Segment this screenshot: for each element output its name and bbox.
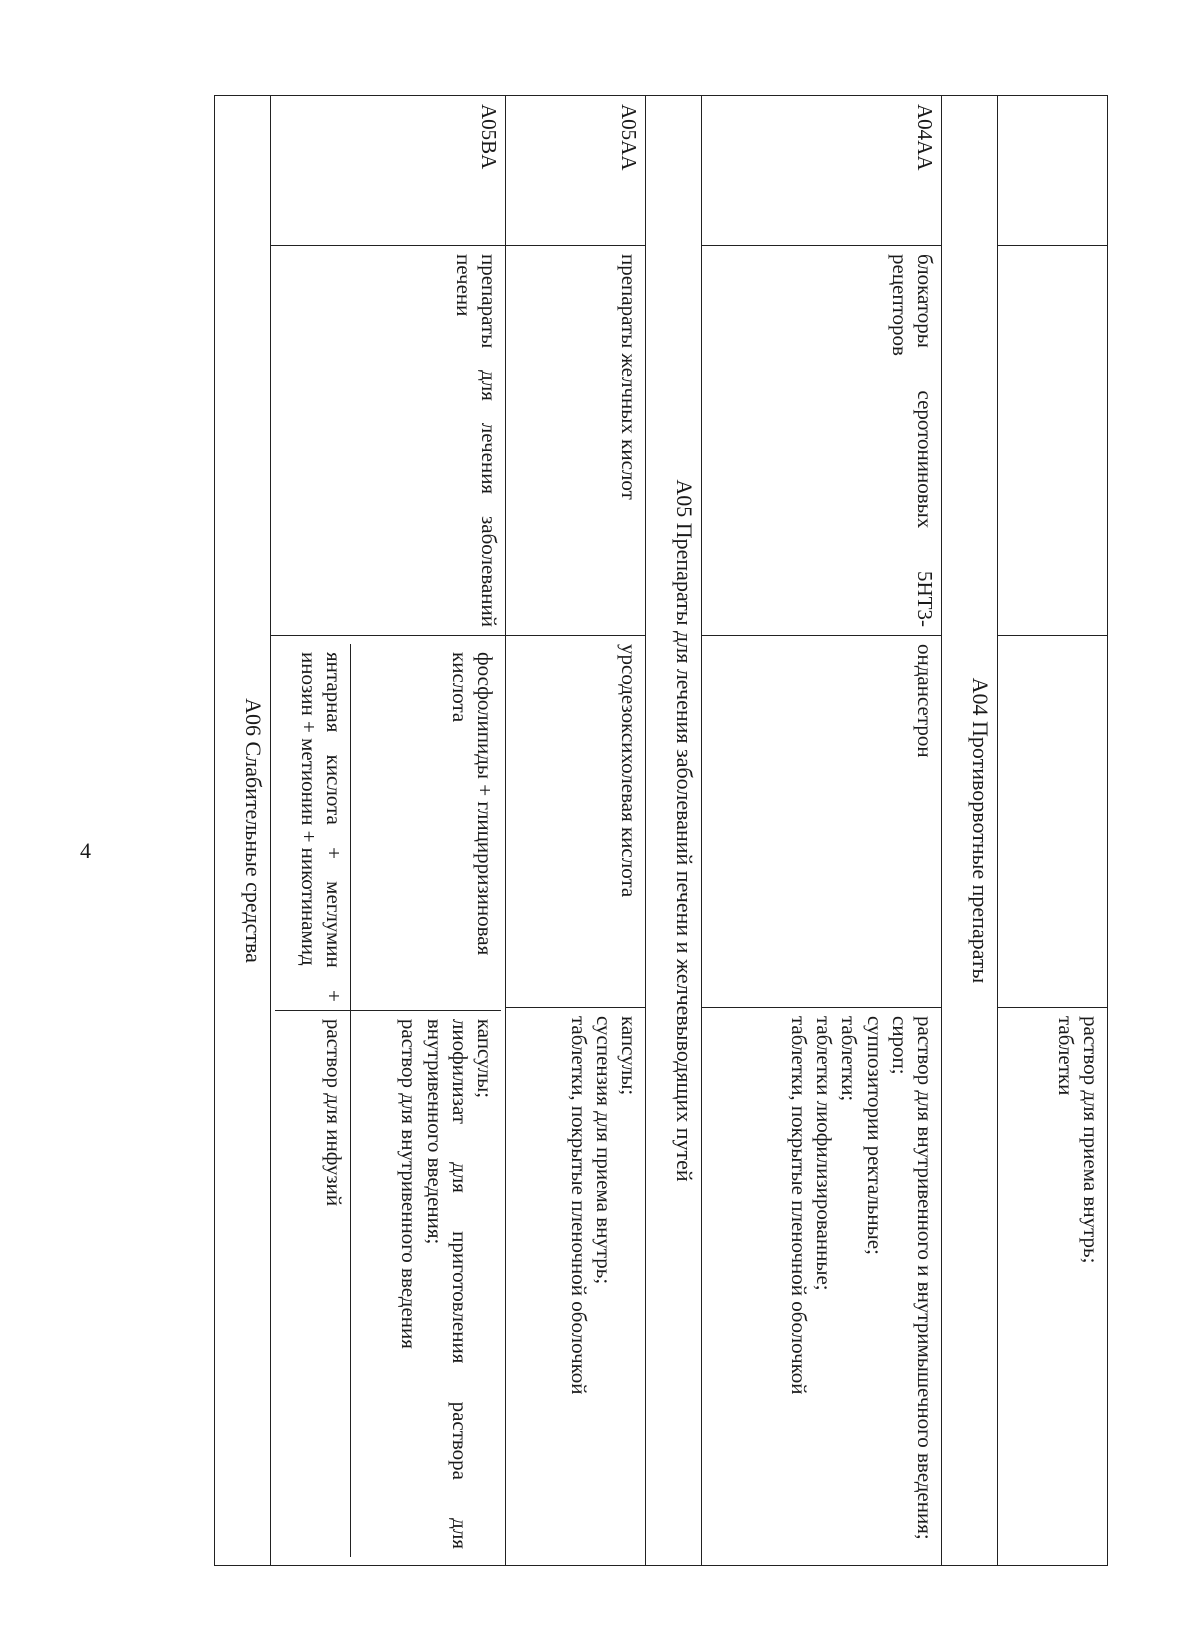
group-cell: препараты для лечения заболеваний печени (271, 246, 506, 636)
form-line: раствор для инфузий (322, 1018, 347, 1207)
rotated-page-content (133, 95, 1108, 1565)
section-header-a04: A04 Противорвотные препараты (942, 96, 998, 1566)
code-cell: A05AA (506, 96, 646, 246)
forms-cell (506, 1008, 646, 1566)
form-line: раствор для внутривенного и внутримышечного введения; (913, 1016, 937, 1540)
form-line: капсулы; (617, 1016, 641, 1096)
inner-row (275, 644, 351, 1557)
drug-forms-cell (271, 636, 506, 1566)
form-line: таблетки, покрытые пленочной оболочкой (566, 1016, 591, 1395)
code-cell: A04AA (702, 96, 942, 246)
code-cell: A05BA (271, 96, 506, 246)
form-line: суспензия для приема внутрь; (591, 1016, 616, 1285)
forms-cell (275, 1010, 351, 1557)
section-header-a05: A05 Препараты для лечения заболеваний печени и желчевыводящих путей (646, 96, 702, 1566)
form-line: таблетки (1053, 1016, 1078, 1096)
drug-cell (998, 636, 1108, 1008)
forms-cell (351, 1010, 501, 1557)
form-line: раствор для внутривенного введения (397, 1018, 422, 1349)
drug-table (214, 95, 1108, 1566)
section-row (646, 96, 702, 1566)
form-line: раствор для приема внутрь; (1079, 1016, 1103, 1264)
table-row (702, 96, 942, 1566)
form-line: сироп; (887, 1016, 912, 1075)
inner-table (275, 644, 501, 1557)
form-line: капсулы; (473, 1018, 497, 1099)
form-line: таблетки, покрытые пленочной оболочкой (787, 1016, 812, 1395)
forms-cell (702, 1008, 942, 1566)
drug-cell: урсодезоксихолевая кислота (506, 636, 646, 1008)
table-row (998, 96, 1108, 1566)
drug-cell: фосфолипиды + глицирризиновая кислота (351, 644, 501, 1010)
section-header-a06: A06 Слабительные средства (215, 96, 271, 1566)
form-line: таблетки; (837, 1016, 862, 1102)
group-cell: препараты желчных кислот (506, 246, 646, 636)
table-row (271, 96, 506, 1566)
forms-cell (998, 1008, 1108, 1566)
group-cell: блокаторы серотониновых 5HT3-рецепторов (702, 246, 942, 636)
section-row (942, 96, 998, 1566)
inner-row (351, 644, 501, 1557)
form-line: таблетки лиофилизированные; (812, 1016, 837, 1291)
page-number: 4 (80, 838, 91, 863)
code-cell (998, 96, 1108, 246)
table-row (506, 96, 646, 1566)
group-cell (998, 246, 1108, 636)
drug-cell: ондансетрон (702, 636, 942, 1008)
form-line: лиофилизат для приготовления раствора для внутривенного введения; (422, 1018, 472, 1549)
section-row (215, 96, 271, 1566)
drug-cell: янтарная кислота + меглумин + инозин + метионин + никотинамид (275, 644, 351, 1010)
form-line: суппозитории ректальные; (862, 1016, 887, 1255)
